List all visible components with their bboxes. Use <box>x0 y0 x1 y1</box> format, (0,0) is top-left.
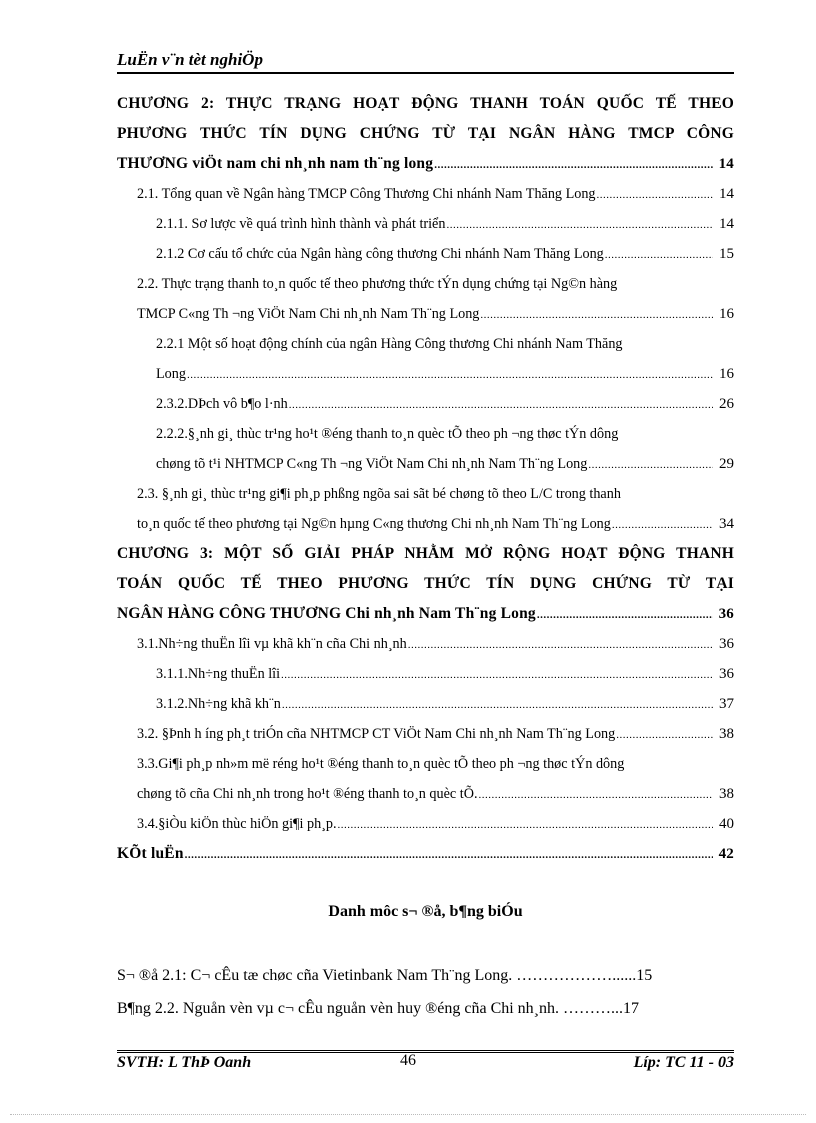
leader-dots <box>185 840 713 869</box>
toc-chapter2-line2[interactable] <box>117 119 734 149</box>
toc-page-number: 38 <box>719 726 734 742</box>
leader-dots <box>187 360 713 389</box>
toc-item-2-3-line1[interactable] <box>137 479 734 509</box>
toc-item-2-2-1-line2[interactable] <box>156 359 734 389</box>
leader-dots <box>282 690 713 719</box>
toc-page-number: 14 <box>719 186 734 202</box>
toc-item-3-3-line2[interactable] <box>137 779 734 809</box>
toc-text: 3.1.Nh÷ng thuËn lîi vµ khã kh¨n cña Chi nh¸nh <box>137 636 407 652</box>
toc-conclusion[interactable] <box>117 839 734 869</box>
toc-text: 3.1.1.Nh÷ng thuËn lîi <box>156 666 281 682</box>
toc-item-3-1-2[interactable] <box>156 689 734 719</box>
leader-dots <box>537 600 713 629</box>
toc-text: 2.1.1. Sơ lược về quá trình hình thành và phát triển <box>156 216 446 232</box>
toc-item-2-1[interactable] <box>137 179 734 209</box>
leader-dots <box>479 780 714 809</box>
figure-text: B¶ng 2.2. Nguån vèn vµ c¬ cÊu nguån vèn huy ®éng cña Chi nh¸nh. ………...17 <box>117 1000 640 1017</box>
figure-item-2-1[interactable] <box>117 961 734 991</box>
toc-page-number: 40 <box>719 816 734 832</box>
toc-text: TMCP C«ng Th ¬ng ViÖt Nam Chi nh¸nh Nam Th¨ng Long <box>137 306 480 322</box>
toc-page-number: 15 <box>719 246 734 262</box>
leader-dots <box>289 390 713 419</box>
toc-text: TOÁN QUỐC TẾ THEO PHƯƠNG THỨC TÍN DỤNG CHỨNG TỪ TẠI <box>117 575 734 592</box>
toc-page-number: 36 <box>719 666 734 682</box>
toc-page-number: 14 <box>719 216 734 232</box>
toc-item-2-3-2[interactable] <box>156 389 734 419</box>
toc-text: PHƯƠNG THỨC TÍN DỤNG CHỨNG TỪ TẠI NGÂN HÀNG TMCP CÔNG <box>117 125 734 142</box>
toc-text: chøng tõ t¹i NHTMCP C«ng Th ¬ng ViÖt Nam Chi nh¸nh Nam Th¨ng Long <box>156 456 588 472</box>
toc-text: 2.1.2 Cơ cấu tổ chức của Ngân hàng công thương Chi nhánh Nam Thăng Long <box>156 246 604 262</box>
figure-text: S¬ ®å 2.1: C¬ cÊu tæ chøc cña Vietinbank Nam Th¨ng Long. ………………......15 <box>117 967 653 984</box>
running-header: LuËn v¨n tèt nghiÖp <box>117 50 734 74</box>
toc-page-number: 37 <box>719 696 734 712</box>
toc-text: 2.2. Thực trạng thanh to¸n quốc tế theo phương thức tÝn dụng chứng tại Ng©n hàng <box>137 276 618 292</box>
leader-dots <box>588 450 713 479</box>
toc-item-3-1-1[interactable] <box>156 659 734 689</box>
toc-text: 2.3.2.DÞch vô b¶o l·nh <box>156 396 288 412</box>
toc-item-2-3-line2[interactable] <box>137 509 734 539</box>
toc-chapter3-line3[interactable] <box>117 599 734 629</box>
toc-item-2-1-2[interactable] <box>156 239 734 269</box>
page-number: 46 <box>400 1052 416 1069</box>
toc-text: 3.1.2.Nh÷ng khã kh¨n <box>156 696 281 712</box>
leader-dots <box>434 150 712 179</box>
leader-dots <box>597 180 713 209</box>
toc-item-2-2-2-line2[interactable] <box>156 449 734 479</box>
toc-chapter3-line2[interactable] <box>117 569 734 599</box>
toc-page-number: 38 <box>719 786 734 802</box>
toc-text: to¸n quốc tế theo phương tại Ng©n hµng C«ng thương Chi nh¸nh Nam Th¨ng Long <box>137 516 611 532</box>
toc-page-number: 16 <box>719 306 734 322</box>
toc-page-number: 26 <box>719 396 734 412</box>
toc-chapter3-line1[interactable] <box>117 539 734 569</box>
figures-list-title: Danh môc s¬ ®å, b¶ng biÓu <box>328 903 523 920</box>
leader-dots <box>446 210 713 239</box>
toc-text: THƯƠNG viÖt nam chi nh¸nh nam th¨ng long <box>117 155 434 172</box>
toc-text: 2.2.2.§¸nh gi¸ thùc tr¹ng ho¹t ®éng thanh to¸n quèc tÕ theo ph ¬ng thøc tÝn dông <box>156 426 619 442</box>
toc-text: KÕt luËn <box>117 845 184 862</box>
toc-chapter2-line1[interactable] <box>117 89 734 119</box>
toc-text: 3.2. §Þnh h íng ph¸t triÓn cña NHTMCP CT ViÖt Nam Chi nh¸nh Nam Th¨ng Long <box>137 726 616 742</box>
toc-page-number: 14 <box>718 156 734 172</box>
toc-item-3-1[interactable] <box>137 629 734 659</box>
toc-text: 2.3. §¸nh gi¸ thùc tr¹ng gi¶i ph¸p phßng ngõa sai sãt bé chøng tõ theo L/C trong thanh <box>137 486 621 502</box>
table-item-2-2[interactable] <box>117 994 734 1024</box>
toc-item-2-2-1-line1[interactable] <box>156 329 734 359</box>
leader-dots <box>616 720 713 749</box>
toc-item-2-2-line2[interactable] <box>137 299 734 329</box>
toc-item-2-1-1[interactable] <box>156 209 734 239</box>
toc-page-number: 29 <box>719 456 734 472</box>
toc-item-2-2-line1[interactable] <box>137 269 734 299</box>
toc-text: CHƯƠNG 2: THỰC TRẠNG HOẠT ĐỘNG THANH TOÁN QUỐC TẾ THEO <box>117 95 734 112</box>
toc-page-number: 34 <box>719 516 734 532</box>
toc-text: CHƯƠNG 3: MỘT SỐ GIẢI PHÁP NHẰM MỞ RỘNG HOẠT ĐỘNG THANH <box>117 545 734 562</box>
leader-dots <box>408 630 713 659</box>
leader-dots <box>281 660 713 689</box>
toc-page-number: 36 <box>719 636 734 652</box>
toc-text: 3.3.Gi¶i ph¸p nh»m më réng ho¹t ®éng thanh to¸n quèc tÕ theo ph ¬ng thøc tÝn dông <box>137 756 625 772</box>
toc-item-3-2[interactable] <box>137 719 734 749</box>
toc-item-3-4[interactable] <box>137 809 734 839</box>
toc-text: 2.1. Tổng quan về Ngân hàng TMCP Công Thương Chi nhánh Nam Thăng Long <box>137 186 596 202</box>
toc-item-2-2-2-line1[interactable] <box>156 419 734 449</box>
toc-text: 3.4.§iÒu kiÖn thùc hiÖn gi¶i ph¸p. <box>137 816 337 832</box>
leader-dots <box>605 240 713 269</box>
toc-text: 2.2.1 Một số hoạt động chính của ngân Hàng Công thương Chi nhánh Nam Thăng <box>156 336 623 352</box>
toc-text: NGÂN HÀNG CÔNG THƯƠNG Chi nh¸nh Nam Th¨ng Long <box>117 605 536 622</box>
footer-class: Líp: TC 11 - 03 <box>633 1054 734 1071</box>
toc-page-number: 36 <box>718 606 734 622</box>
page-boundary <box>10 1114 806 1115</box>
toc-chapter2-line3[interactable] <box>117 149 734 179</box>
toc-text: chøng tõ cña Chi nh¸nh trong ho¹t ®éng thanh to¸n quèc tÕ. <box>137 786 478 802</box>
toc-text: Long <box>156 366 186 382</box>
toc-page-number: 16 <box>719 366 734 382</box>
leader-dots <box>338 810 713 839</box>
footer-author: SVTH: L ThÞ Oanh <box>117 1054 252 1071</box>
toc-item-3-3-line1[interactable] <box>137 749 734 779</box>
toc-page-number: 42 <box>718 846 734 862</box>
leader-dots <box>612 510 713 539</box>
leader-dots <box>480 300 713 329</box>
